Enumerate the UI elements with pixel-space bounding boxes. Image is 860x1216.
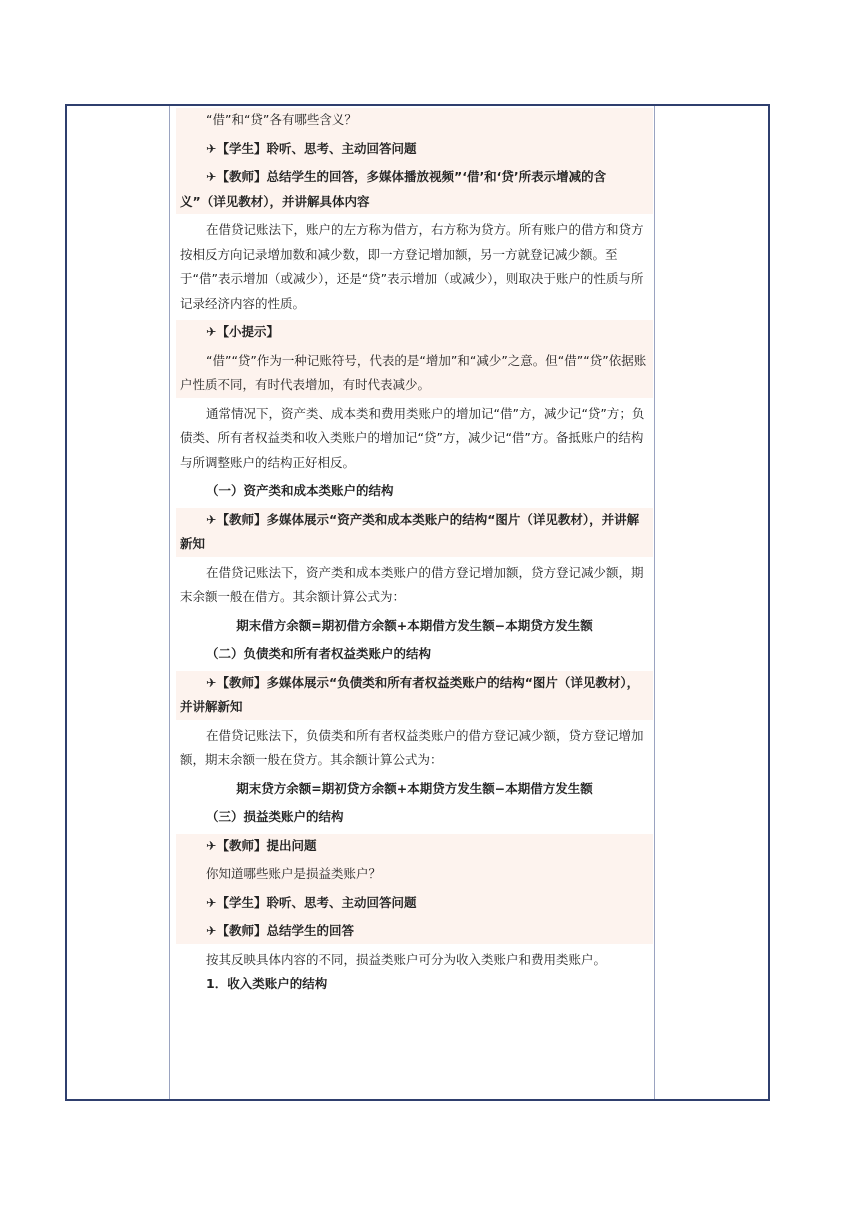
paragraph-profit-loss-explain: 按其反映具体内容的不同，损益类账户可分为收入类账户和费用类账户。 <box>206 951 607 967</box>
paragraph-question-accounts: 你知道哪些账户是损益类账户？ <box>176 862 653 887</box>
paragraph-general-rule: 通常情况下，资产类、成本类和费用类账户的增加记“借”方，减少记“贷”方；负债类、所有者权益类和收入类账户的增加记“贷”方，减少记“借”方。备抵账户的结构与所调整账户的结构正好相反。 <box>180 405 645 470</box>
heading-profit-loss: （三）损益类账户的结构 <box>206 809 344 824</box>
paragraph-assets-explain: 在借贷记账法下，资产类和成本类账户的借方登记增加额，贷方登记减少额，期末余额一般在借方。其余额计算公式为： <box>180 564 644 604</box>
formula-debit-balance: 期末借方余额=期初借方余额+本期借方发生额−本期贷方发生额 <box>236 617 593 633</box>
paragraph-student-2: ✈【学生】聆听、思考、主动回答问题 <box>176 891 653 916</box>
column-divider-2 <box>654 106 655 1099</box>
paragraph-tip-title: ✈【小提示】 <box>176 320 653 345</box>
paragraph-liability-explain: 在借贷记账法下，负债类和所有者权益类账户的借方登记减少额，贷方登记增加额，期末余额一般在贷方。其余额计算公式为： <box>180 727 644 767</box>
paragraph-teacher-question: ✈【教师】提出问题 <box>176 834 653 859</box>
formula-credit-balance: 期末贷方余额=期初贷方余额+本期贷方发生额−本期借方发生额 <box>236 780 593 796</box>
paragraph-teacher-assets: ✈【教师】多媒体展示“资产类和成本类账户的结构“图片（详见教材），并讲解新知 <box>176 508 653 557</box>
heading-income-account: 1．收入类账户的结构 <box>206 976 328 991</box>
content-cell <box>175 106 653 997</box>
column-divider-1 <box>169 106 170 1099</box>
paragraph-teacher-summary: ✈【教师】总结学生的回答 <box>176 919 653 944</box>
paragraph-teacher-video: ✈【教师】总结学生的回答，多媒体播放视频”‘借’和‘贷’所表示增减的含义”（详见教材），并讲解具体内容 <box>176 165 653 214</box>
paragraph-debit-credit-explain: 在借贷记账法下，账户的左方称为借方，右方称为贷方。所有账户的借方和贷方按相反方向记录增加数和减少数，即一方登记增加额，另一方就登记减少额。至于“借”表示增加（或减少），还是“贷”表示增加（或减少），则取决于账户的性质与所记录经济内容的性质。 <box>180 222 644 311</box>
heading-assets-cost: （一）资产类和成本类账户的结构 <box>206 483 394 498</box>
heading-liability-equity: （二）负债类和所有者权益类账户的结构 <box>206 646 432 661</box>
paragraph-tip-body: “借”“贷”作为一种记账符号，代表的是“增加”和“减少”之意。但“借”“贷”依据账户性质不同，有时代表增加，有时代表减少。 <box>176 349 653 398</box>
lesson-table <box>65 104 770 1101</box>
paragraph-student-1: ✈【学生】聆听、思考、主动回答问题 <box>176 137 653 162</box>
paragraph-question: “借”和“贷”各有哪些含义？ <box>176 108 653 133</box>
paragraph-teacher-liability: ✈【教师】多媒体展示“负债类和所有者权益类账户的结构“图片（详见教材），并讲解新知 <box>176 671 653 720</box>
